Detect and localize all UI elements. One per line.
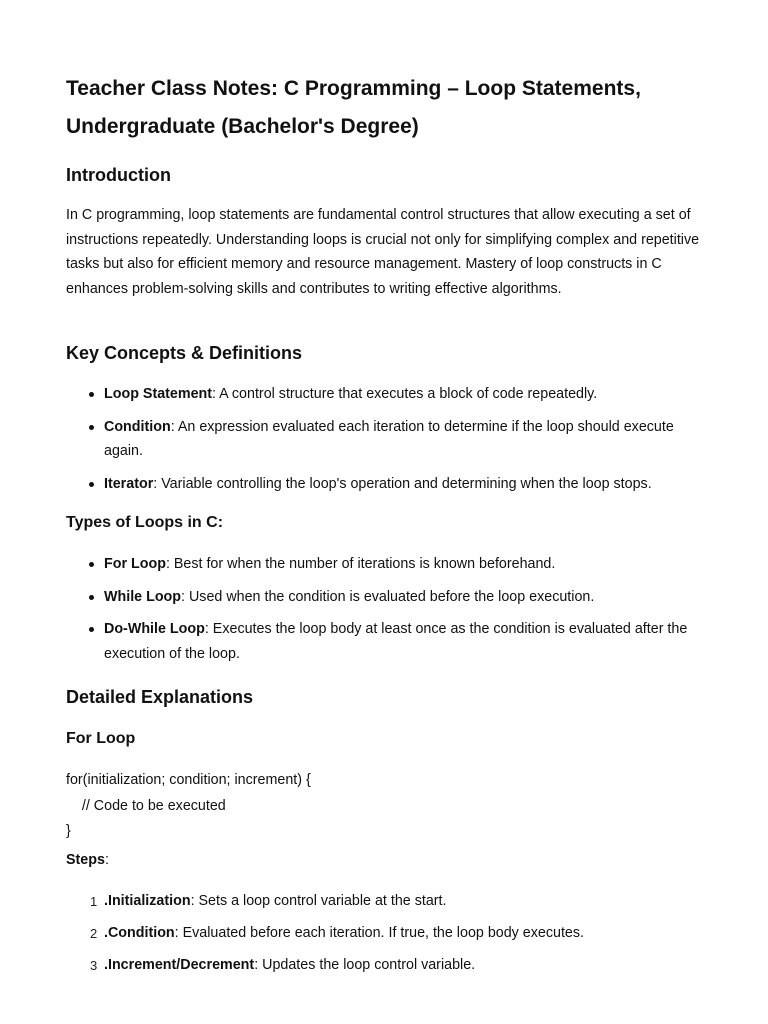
list-item: [66, 889, 584, 913]
list-item-term: Condition: [104, 418, 171, 435]
list-item: [66, 585, 716, 610]
detailed-heading: Detailed Explanations: [66, 687, 254, 707]
loop-types-heading: Types of Loops in C:: [66, 514, 224, 531]
key-concepts-list: [66, 382, 716, 504]
code-line: }: [66, 823, 71, 839]
steps-list: [66, 889, 584, 985]
list-item-term: Loop Statement: [104, 386, 213, 402]
list-item: [66, 415, 716, 464]
steps-label-colon: :: [104, 852, 109, 868]
document-title: Teacher Class Notes: C Programming – Loop Statements, Undergraduate (Bachelor's Degree): [66, 77, 641, 138]
code-block: [66, 768, 311, 845]
step-desc: : Updates the loop control variable.: [254, 957, 476, 973]
list-item-desc: : An expression evaluated each iteration to determine if the loop should execute again.: [104, 418, 674, 459]
list-item-desc: : Best for when the number of iterations is known beforehand.: [165, 556, 556, 572]
list-item-desc: : Executes the loop body at least once as the condition is evaluated after the execution of the loop.: [104, 621, 688, 662]
steps-label: [66, 852, 109, 868]
list-item: [66, 472, 716, 497]
step-term: .Condition: [104, 925, 175, 941]
for-loop-heading: For Loop: [66, 730, 136, 747]
step-number: 1: [90, 894, 98, 909]
step-number: 3: [90, 958, 98, 973]
step-number: 2: [90, 926, 98, 941]
list-item-term: Iterator: [104, 475, 154, 492]
step-desc: : Evaluated before each iteration. If true, the loop body executes.: [174, 925, 584, 941]
list-item: [66, 953, 584, 977]
code-line: // Code to be executed: [66, 797, 226, 814]
list-item-desc: : Variable controlling the loop's operation and determining when the loop stops.: [153, 475, 652, 492]
list-item-term: Do-While Loop: [104, 621, 205, 637]
loop-types-list: [66, 552, 716, 674]
list-item-term: For Loop: [104, 556, 166, 572]
list-item: [66, 552, 716, 577]
step-term: .Initialization: [104, 893, 191, 909]
intro-heading: Introduction: [66, 165, 171, 185]
steps-label-text: Steps: [66, 852, 105, 868]
code-line: for(initialization; condition; increment) {: [66, 772, 311, 788]
step-term: .Increment/Decrement: [104, 957, 255, 973]
list-item-desc: : Used when the condition is evaluated before the loop execution.: [181, 588, 595, 605]
list-item-desc: : A control structure that executes a block of code repeatedly.: [212, 386, 598, 402]
intro-paragraph: In C programming, loop statements are fundamental control structures that allow executing a set of instructions repeatedly. Understanding loops is crucial not only for simplifying complex and repetitive tasks but also for efficient memory and resource management. Mastery of loop constructs in C enhances problem-solving skills and contributes to writing effective algorithms.: [66, 207, 700, 297]
list-item: [66, 921, 584, 945]
list-item-term: While Loop: [104, 588, 182, 605]
key-concepts-heading: Key Concepts & Definitions: [66, 343, 303, 363]
step-desc: : Sets a loop control variable at the start.: [190, 893, 447, 909]
list-item: [66, 617, 716, 666]
list-item: [66, 382, 716, 407]
